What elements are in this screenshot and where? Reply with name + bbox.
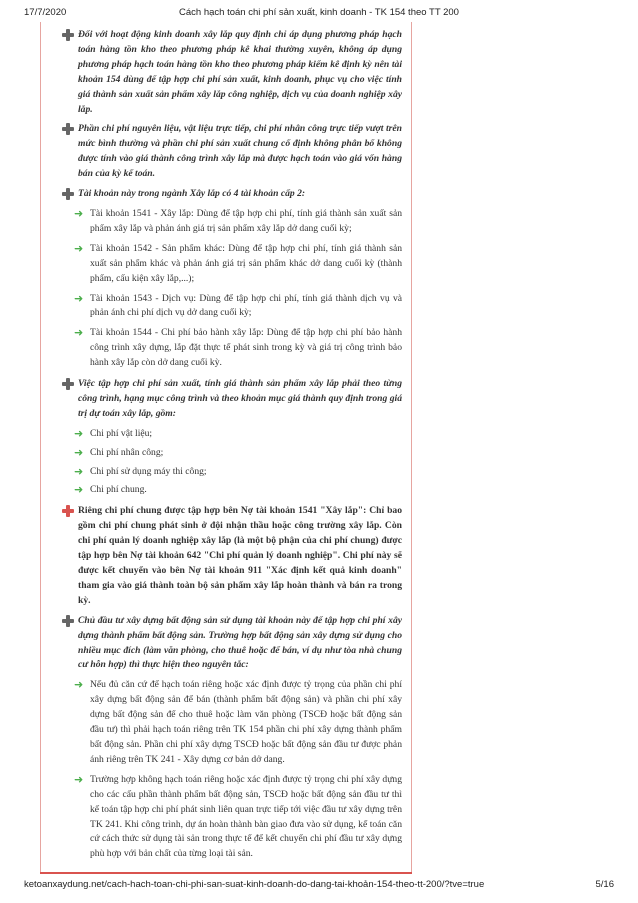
list-item-text: Chi phí vật liệu;	[90, 427, 153, 439]
list-item	[74, 678, 402, 767]
list-item	[74, 292, 402, 322]
cost-items-list	[74, 427, 402, 499]
list-item	[74, 465, 402, 480]
list-item	[74, 483, 402, 498]
bullet-sub-accounts	[62, 187, 402, 202]
bullet-overhead-costs	[62, 504, 402, 608]
bullet-text: Tài khoản này trong ngành Xây lắp có 4 tài khoản cấp 2:	[78, 188, 306, 200]
bullet-inventory-method	[62, 28, 402, 117]
plus-icon	[62, 29, 74, 41]
arrow-right-icon: ➜	[74, 291, 84, 305]
list-item	[74, 427, 402, 442]
arrow-right-icon: ➜	[74, 483, 84, 497]
arrow-right-icon: ➜	[74, 241, 84, 255]
list-item-text: Tài khoản 1541 - Xây lắp: Dùng để tập hợp chi phí, tính giá thành sản xuất sản phẩm xây lắp và phản ánh giá trị sản phẩm xây lắp dở dang cuối kỳ;	[90, 207, 402, 234]
list-item-text: Nếu đủ căn cứ để hạch toán riêng hoặc xác định được tỷ trọng của phần chi phí xây dựng bất động sản để bán (thành phẩm bất động sản) và phần chi phí xây dựng bất động sản để cho thuê hoặc làm văn phòng (TSCĐ hoặc bất động sản đầu tư) thì phải hạch toán riêng trên TK 154 phần chi phí xây dựng thành phẩm bất động sản. Phần chi phí xây dựng TSCĐ hoặc bất động sản đầu tư được phản ánh riêng trên TK 241 - Xây dựng cơ bản dở dang.	[90, 679, 402, 765]
print-url: ketoanxaydung.net/cach-hach-toan-chi-phi-san-suat-kinh-doanh-do-dang-tai-khoản-154-theo-tt-200/?tve=true	[24, 879, 485, 890]
bullet-abnormal-costs	[62, 122, 402, 182]
real-estate-rules-list	[74, 678, 402, 862]
list-item	[74, 446, 402, 461]
bullet-text: Chủ đầu tư xây dựng bất động sản sử dụng tài khoản này để tập hợp chi phí xây dựng thành phẩm bất động sản. Trường hợp bất động sản xây dựng sử dụng cho nhiều mục đích (làm văn phòng, cho thuê hoặc để bán, ví dụ như tòa nhà chung cư hỗn hợp) thì thực hiện theo nguyên tắc:	[78, 614, 402, 671]
plus-icon	[62, 615, 74, 627]
arrow-right-icon: ➜	[74, 445, 84, 459]
bullet-cost-gathering	[62, 377, 402, 422]
list-item	[74, 207, 402, 237]
arrow-right-icon: ➜	[74, 426, 84, 440]
bullet-text: Riêng chi phí chung được tập hợp bên Nợ tài khoản 1541 "Xây lắp": Chỉ bao gồm chi phí chung phát sinh ở đội nhận thầu hoặc công trường xây lắp. Còn chi phí quản lý doanh nghiệp xây lắp (là một bộ phận của chi phí chung) được tập hợp bên Nợ tài khoản 642 "Chi phí quản lý doanh nghiệp". Chi phí này sẽ được kết chuyển vào bên Nợ tài khoản 911 "Xác định kết quả kinh doanh" tham gia vào giá thành toàn bộ sản phẩm xây lắp hoàn thành và bán ra trong kỳ.	[78, 505, 402, 606]
plus-icon	[62, 188, 74, 200]
arrow-right-icon: ➜	[74, 464, 84, 478]
list-item-text: Tài khoản 1543 - Dịch vụ: Dùng để tập hợp chi phí, tính giá thành dịch vụ và phản ánh chi phí dịch vụ dở dang cuối kỳ;	[90, 292, 402, 319]
article-content	[62, 28, 402, 868]
list-item	[74, 773, 402, 862]
print-footer	[24, 879, 614, 893]
bullet-text: Việc tập hợp chi phí sản xuất, tính giá thành sản phẩm xây lắp phải theo từng công trình, hạng mục công trình và theo khoản mục giá thành quy định trong giá trị dự toán xây lắp, gồm:	[78, 378, 402, 419]
page-number: 5/16	[595, 879, 614, 890]
arrow-right-icon: ➜	[74, 206, 84, 220]
arrow-right-icon: ➜	[74, 772, 84, 786]
arrow-right-icon: ➜	[74, 326, 84, 340]
list-item	[74, 242, 402, 287]
list-item-text: Chi phí chung.	[90, 484, 147, 496]
plus-icon	[62, 378, 74, 390]
list-item-text: Chi phí sử dụng máy thi công;	[90, 465, 207, 477]
print-title: Cách hạch toán chi phí sản xuất, kinh doanh - TK 154 theo TT 200	[179, 7, 459, 18]
list-item	[74, 326, 402, 371]
list-item-text: Trường hợp không hạch toán riêng hoặc xác định được tỷ trọng chi phí xây dựng cho các cấu phần thành phẩm bất động sản, TSCĐ hoặc bất động sản đầu tư thì kế toán tập hợp chi phí phát sinh liên quan trực tiếp tới việc đầu tư xây dựng trên TK 241. Khi công trình, dự án hoàn thành bàn giao đưa vào sử dụng, kế toán căn cứ cách thức sử dụng tài sản trong thực tế để kết chuyển chi phí đầu tư xây dựng phù hợp với bản chất của từng loại tài sản.	[90, 773, 402, 860]
arrow-right-icon: ➜	[74, 678, 84, 692]
print-header	[24, 7, 614, 21]
plus-icon	[62, 505, 74, 517]
frame-bottom-bar	[40, 872, 412, 874]
list-item-text: Chi phí nhân công;	[90, 446, 164, 458]
list-item-text: Tài khoản 1544 - Chi phí bảo hành xây lắp: Dùng để tập hợp chi phí bảo hành công trình xây dựng, lắp đặt thực tế phát sinh trong kỳ và giá trị công trình bảo hành xây lắp còn dở dang cuối kỳ.	[90, 327, 402, 369]
sub-accounts-list	[74, 207, 402, 371]
bullet-text: Đối với hoạt động kinh doanh xây lắp quy định chỉ áp dụng phương pháp hạch toán hàng tồn kho theo phương pháp kê khai thường xuyên, không áp dụng phương pháp hạch toán hàng tồn kho theo phương pháp kiểm kê định kỳ nên tài khoản 154 dùng để tập hợp chi phí sản xuất, kinh doanh, phục vụ cho việc tính giá thành sản xuất sản phẩm xây lắp công nghiệp, dịch vụ của doanh nghiệp xây lắp.	[78, 29, 402, 115]
plus-icon	[62, 123, 74, 135]
bullet-real-estate	[62, 614, 402, 674]
list-item-text: Tài khoản 1542 - Sản phẩm khác: Dùng để tập hợp chi phí, tính giá thành sản xuất sản phẩm khác và phản ánh giá trị sản phẩm khác dở dang cuối kỳ (thành phẩm, cấu kiện xây lắp,...);	[90, 242, 402, 284]
print-date: 17/7/2020	[24, 7, 67, 18]
bullet-text: Phần chi phí nguyên liệu, vật liệu trực tiếp, chi phí nhân công trực tiếp vượt trên mức bình thường và phần chi phí sản xuất chung cố định không phân bổ không được tính vào giá thành công trình xây lắp mà được hạch toán vào giá vốn hàng bán của kỳ kế toán.	[78, 123, 402, 180]
